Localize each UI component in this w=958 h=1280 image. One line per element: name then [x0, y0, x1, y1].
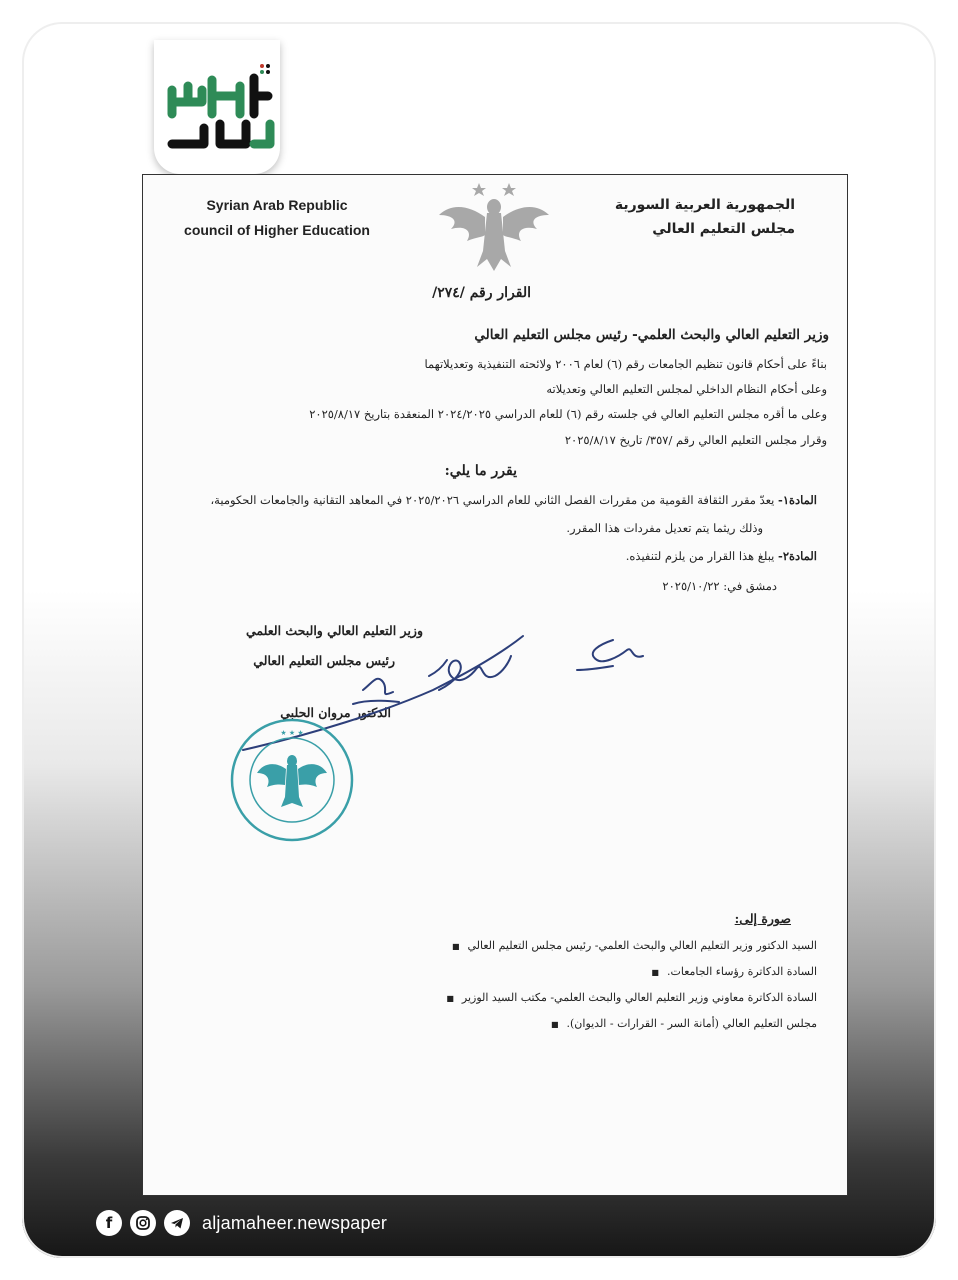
decision-number: القرار رقم /٢٧٤/ — [432, 285, 531, 301]
article-1-continuation: وذلك ريثما يتم تعديل مفردات هذا المقرر. — [566, 521, 763, 535]
copies-item: السادة الدكاترة رؤساء الجامعات. ■ — [651, 965, 817, 978]
newspaper-logo — [154, 40, 280, 174]
facebook-icon[interactable] — [96, 1210, 122, 1236]
facebook-glyph: f — [105, 1214, 113, 1232]
signatory-name: الدكتور مروان الحلبي — [280, 705, 391, 720]
copies-item: مجلس التعليم العالي (أمانة السر - القرارات - الديوان). ■ — [551, 1017, 817, 1030]
decides-heading: يقرر ما يلي: — [444, 463, 517, 479]
signatory-title-2: رئيس مجلس التعليم العالي — [253, 653, 395, 668]
preamble-line: وقرار مجلس التعليم العالي رقم /٣٥٧/ تاريخ ٢٠٢٥/٨/١٧ — [564, 433, 827, 447]
article-1 — [210, 493, 817, 507]
preamble-line: وعلى أحكام النظام الداخلي لمجلس التعليم العالي وتعديلاته — [546, 382, 827, 396]
signatory-title-1: وزير التعليم العالي والبحث العلمي — [245, 623, 423, 638]
telegram-icon[interactable] — [164, 1210, 190, 1236]
place-date: دمشق في: ٢٠٢٥/١٠/٢٢ — [662, 579, 777, 593]
decision-document — [142, 174, 848, 1196]
preamble-line: بناءً على أحكام قانون تنظيم الجامعات رقم (٦) لعام ٢٠٠٦ ولائحته التنفيذية وتعديلاتهما — [424, 357, 827, 371]
issuer-title: وزير التعليم العالي والبحث العلمي- رئيس مجلس التعليم العالي — [474, 327, 829, 343]
social-handle[interactable]: aljamaheer.newspaper — [202, 1212, 388, 1233]
official-stamp-icon — [227, 715, 357, 845]
copies-title: صورة إلى: — [734, 911, 791, 926]
article-2-text: يبلغ هذا القرار من يلزم لتنفيذه. — [625, 549, 775, 563]
post-frame — [22, 22, 936, 1258]
svg-text:★ ★ ★: ★ ★ ★ — [280, 729, 304, 737]
copies-item: السادة الدكاترة معاوني وزير التعليم العالي والبحث العلمي- مكتب السيد الوزير ■ — [446, 991, 817, 1004]
letterhead-english — [177, 193, 377, 243]
letterhead-council-ar: مجلس التعليم العالي — [652, 221, 795, 237]
article-1-label: المادة١- — [778, 493, 817, 507]
social-footer — [96, 1210, 387, 1236]
copies-item: السيد الدكتور وزير التعليم العالي والبحث العلمي- رئيس مجلس التعليم العالي ■ — [452, 939, 817, 952]
letterhead-arabic — [615, 193, 795, 241]
letterhead-council-en: council of Higher Education — [184, 222, 370, 238]
article-2 — [626, 549, 817, 563]
preamble-line: وعلى ما أقره مجلس التعليم العالي في جلسته رقم (٦) للعام الدراسي ٢٠٢٤/٢٠٢٥ المنعقدة بتاريخ ٢٠٢٥/٨/١٧ — [309, 407, 827, 421]
instagram-icon[interactable] — [130, 1210, 156, 1236]
letterhead-country-ar: الجمهورية العربية السورية — [614, 197, 795, 213]
article-2-label: المادة٢- — [778, 549, 817, 563]
article-1-text: يعدّ مقرر الثقافة القومية من مقررات الفصل الثاني للعام الدراسي ٢٠٢٥/٢٠٢٦ في المعاهد التقانية والجامعات الحكومية، — [210, 493, 775, 507]
eagle-emblem-icon — [429, 175, 559, 275]
letterhead-country-en: Syrian Arab Republic — [206, 197, 348, 213]
